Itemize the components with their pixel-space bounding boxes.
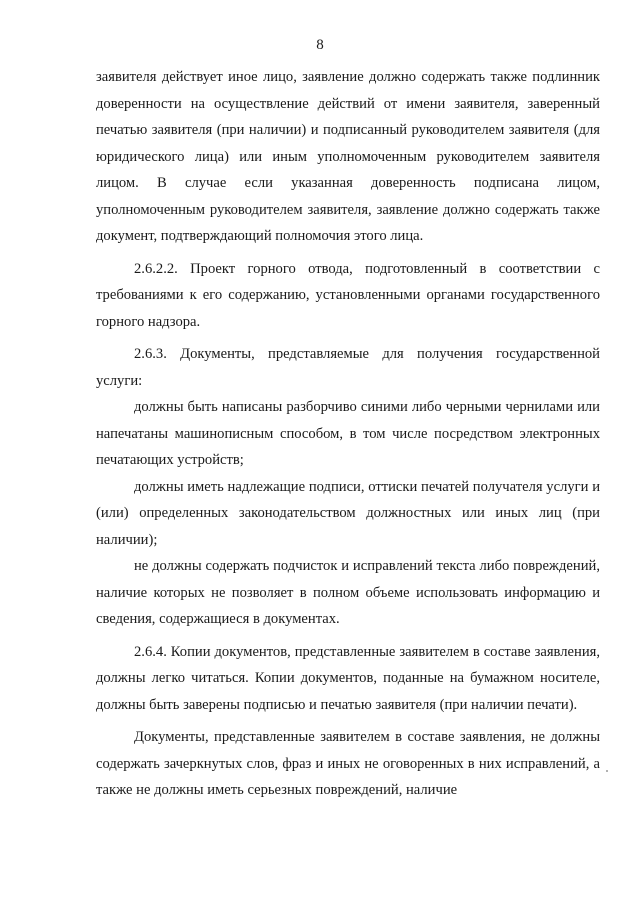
- paragraph-2-6-4: 2.6.4. Копии документов, представленные заявителем в составе заявления, должны легко читаться. Копии документов, поданные на бумажном носителе, должны быть заверены подписью и печатью заявителя (при наличии печати).: [96, 643, 600, 713]
- paragraph-2-6-2-2: 2.6.2.2. Проект горного отвода, подготовленный в соответствии с требованиями к его содержанию, установленными органами государственного горного надзора.: [96, 260, 600, 330]
- paragraph-requirement-legible: должны быть написаны разборчиво синими либо черными чернилами или напечатаны машинописным способом, в том числе посредством электронных печатающих устройств;: [96, 399, 600, 468]
- paragraph-continuation: заявителя действует иное лицо, заявление должно содержать также подлинник доверенности на осуществление действий от имени заявителя, заверенный печатью заявителя (при наличии) и подписанный руководителем заявителя (для юридического лица) или иным уполномоченным руководителем заявителя лицом. В случае если указанная доверенность подписана лицом, уполномоченным руководителем заявителя, заявление должно содержать также документ, подтверждающий полномочия этого лица.: [96, 69, 600, 244]
- document-body: [96, 64, 600, 804]
- paragraph-documents-condition: Документы, представленные заявителем в составе заявления, не должны содержать зачеркнутых слов, фраз и иных не оговоренных в них исправлений, а также не должны иметь серьезных повреждений, наличие: [96, 729, 600, 798]
- page-number: 8: [316, 37, 324, 53]
- scan-speck: [606, 770, 608, 772]
- paragraph-requirement-signatures: должны иметь надлежащие подписи, оттиски печатей получателя услуги и (или) определенных законодательством должностных или иных лиц (при наличии);: [96, 478, 600, 548]
- paragraph-2-6-3: 2.6.3. Документы, представляемые для получения государственной услуги:: [96, 346, 600, 389]
- paragraph-requirement-no-corrections: не должны содержать подчисток и исправлений текста либо повреждений, наличие которых не позволяет в полном объеме использовать информацию и сведения, содержащиеся в документах.: [96, 558, 600, 627]
